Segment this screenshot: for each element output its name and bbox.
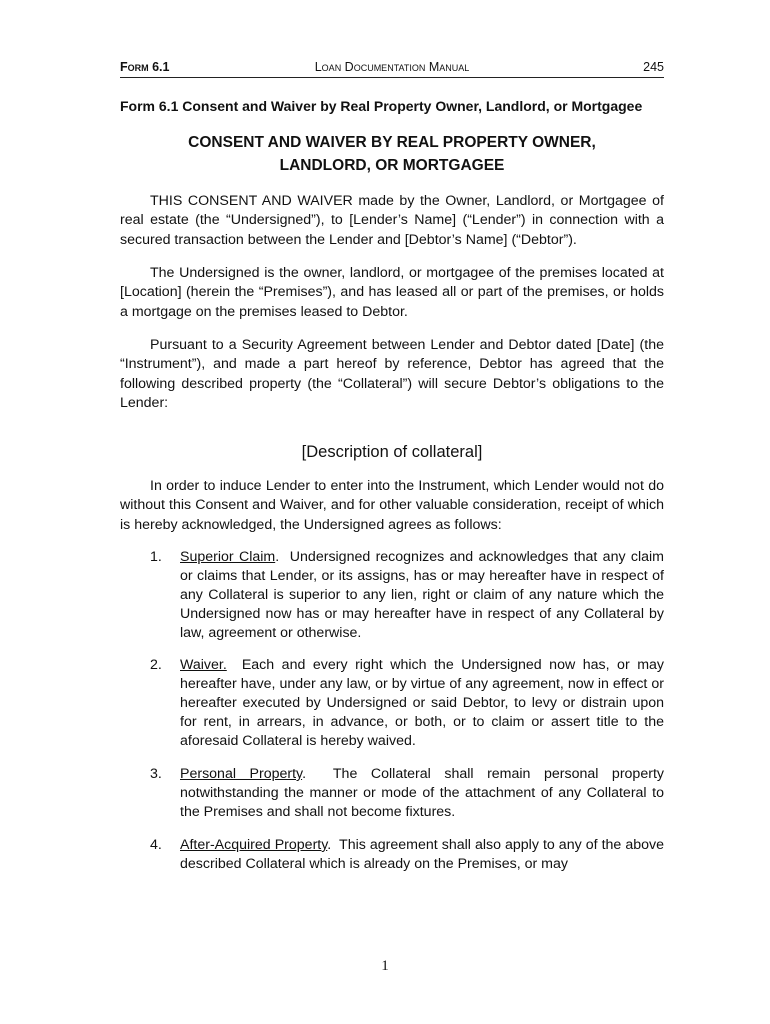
security-agreement-paragraph: Pursuant to a Security Agreement between Lender and Debtor dated [Date] (the “Instrument”), and made a part hereof by reference, Debtor has agreed that the following described property (the “Collateral”) will secure Debtor’s obligations to the Lender: (120, 337, 664, 412)
clause-heading: Personal Property (180, 766, 303, 782)
clause-number: 3. (150, 766, 162, 782)
clause-text: Each and every right which the Undersigned now has, or may hereafter have, under any law, or by virtue of any agreement, now in effect or hereafter executed by Undersigned or said Debtor, to levy or distrain upon for rent, in arrears, in advance, or both, or to claim or assert title to the aforesaid Collateral is hereby waived. (180, 657, 664, 749)
opening-paragraph: THIS CONSENT AND WAIVER made by the Owner, Landlord, or Mortgagee of real estate (the “Undersigned”), to [Lender’s Name] (“Lender”) in connection with a secured transaction between the Lender and [Debtor’s Name] (“Debtor”). (120, 193, 664, 248)
clause-body (180, 548, 664, 643)
clause-number: 4. (150, 837, 162, 853)
header-form-number: Form 6.1 (120, 60, 170, 74)
form-heading: Form 6.1 Consent and Waiver by Real Property Owner, Landlord, or Mortgagee (120, 98, 643, 114)
clause-heading: After-Acquired Property (180, 837, 328, 853)
clause-heading: Waiver. (180, 657, 227, 673)
running-header (120, 59, 664, 78)
clause-body (180, 765, 664, 822)
clause-body (180, 656, 664, 751)
document-title-line-1: CONSENT AND WAIVER BY REAL PROPERTY OWNER, (188, 134, 596, 151)
header-manual-title: Loan Documentation Manual (314, 60, 470, 74)
clause-text: This agreement shall also apply to any of the above described Collateral which is already on the Premises, or may (180, 837, 664, 872)
clause-number: 2. (150, 657, 162, 673)
clause-heading: Superior Claim (180, 549, 276, 565)
inducement-paragraph: In order to induce Lender to enter into the Instrument, which Lender would not do without this Consent and Waiver, and for other valuable consideration, receipt of which is hereby acknowledged, the Undersigned agrees as follows: (120, 478, 664, 533)
header-page-number: 245 (643, 60, 664, 74)
document-title (120, 131, 664, 177)
collateral-placeholder: [Description of collateral] (301, 443, 483, 461)
clause-heading-separator: . (302, 766, 307, 782)
document-title-line-2: LANDLORD, OR MORTGAGEE (279, 157, 505, 174)
clause-body (180, 836, 664, 874)
clause-heading-separator: . (275, 549, 280, 565)
clause-text: Undersigned recognizes and acknowledges that any claim or claims that Lender, or its assigns, has or may hereafter have in respect of any Collateral is superior to any lien, right or claim of any nature which the Undersigned now has or may hereafter have in respect of any Collateral by law, agreement or otherwise. (180, 549, 664, 641)
clause-number: 1. (150, 549, 162, 565)
premises-paragraph: The Undersigned is the owner, landlord, or mortgagee of the premises located at [Location] (herein the “Premises”), and has leased all or part of the premises, or holds a mortgage on the premises leased to Debtor. (120, 265, 664, 320)
clause-heading-separator: . (327, 837, 332, 853)
page-folio: 1 (381, 958, 389, 974)
clause-text: The Collateral shall remain personal property notwithstanding the manner or mode of the attachment of any Collateral to the Premises and shall not become fixtures. (180, 766, 664, 820)
